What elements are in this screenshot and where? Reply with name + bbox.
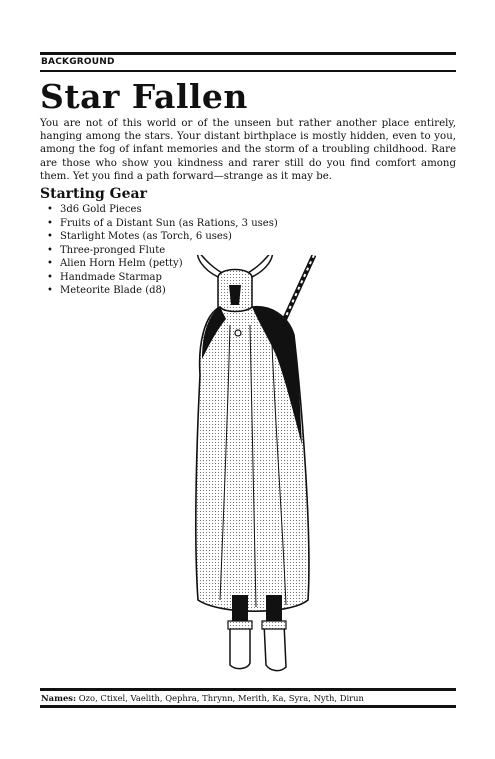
gear-item: • Starlight Motes (as Torch, 6 uses) bbox=[46, 230, 278, 244]
gear-item: • Alien Horn Helm (petty) bbox=[46, 257, 278, 271]
top-rule-secondary bbox=[40, 70, 456, 72]
gear-item: • 3d6 Gold Pieces bbox=[46, 203, 278, 217]
gear-item: • Meteorite Blade (d8) bbox=[46, 284, 278, 298]
page-title: Star Fallen bbox=[40, 77, 248, 116]
bottom-rule-secondary bbox=[40, 705, 456, 708]
bottom-rule bbox=[40, 688, 456, 691]
section-label: BACKGROUND bbox=[41, 57, 115, 67]
names-label: Names: bbox=[41, 693, 77, 703]
top-rule bbox=[40, 52, 456, 55]
gear-item: • Fruits of a Distant Sun (as Rations, 3 uses) bbox=[46, 217, 278, 231]
names-line bbox=[41, 693, 364, 703]
intro-paragraph: You are not of this world or of the unseen but rather another place entirely, hanging among the stars. Your distant birthplace is mostly hidden, even to you, among the fog of infant memories and the storm of a troubling childhood. Rare are those who show you kindness and rarer still do you find comfort among them. Yet you find a path forward—strange as it may be. bbox=[40, 118, 456, 182]
helm-visor bbox=[229, 285, 241, 305]
cloaked-figure-illustration bbox=[190, 255, 320, 675]
names-list: Ozo, Ctixel, Vaelith, Qephra, Thrynn, Merith, Ka, Syra, Nyth, Dirun bbox=[78, 693, 364, 703]
left-boot bbox=[230, 623, 250, 669]
right-boot bbox=[264, 623, 286, 671]
gear-item: • Handmade Starmap bbox=[46, 271, 278, 285]
starting-gear-heading: Starting Gear bbox=[40, 186, 147, 202]
gear-item: • Three-pronged Flute bbox=[46, 244, 278, 258]
